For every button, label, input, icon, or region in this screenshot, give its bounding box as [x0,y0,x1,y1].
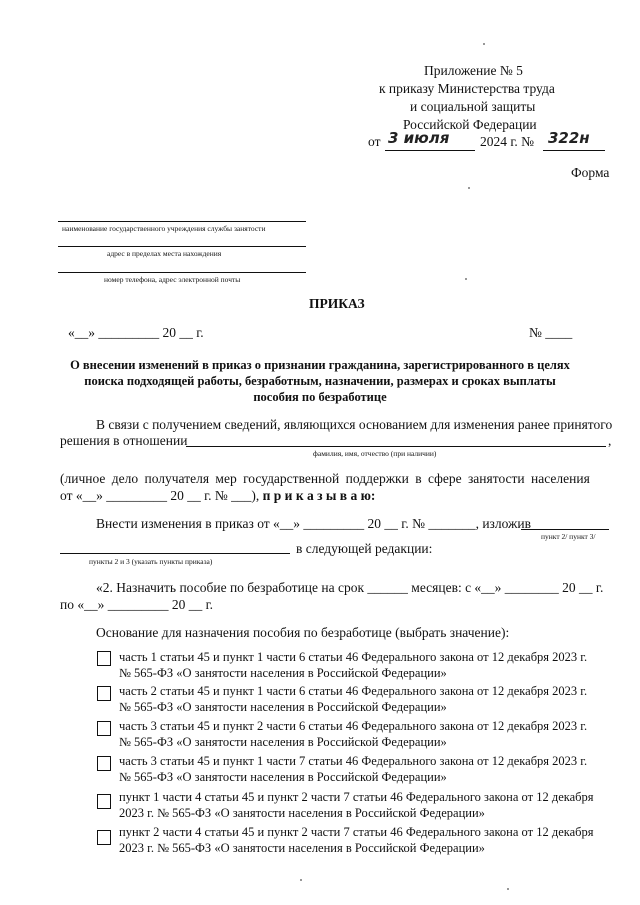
scan-speck [468,187,470,189]
option-4-checkbox[interactable] [97,756,111,771]
option-2-line-1: часть 2 статьи 45 и пункт 1 части 6 статьи 46 Федерального закона от 12 декабря 2023 г. [119,684,588,698]
appendix-line-1: Приложение № 5 [424,63,523,78]
option-5-checkbox[interactable] [97,794,111,809]
order-title: ПРИКАЗ [309,296,365,311]
option-3-line-1: часть 3 статьи 45 и пункт 2 части 6 статьи 46 Федерального закона от 12 декабря 2023 г. [119,719,588,733]
option-1-checkbox[interactable] [97,651,111,666]
points-list-field[interactable] [60,553,290,554]
subject-line-3: пособия по безработице [253,390,387,404]
scan-speck [300,879,302,881]
appendix-number-underline [543,150,605,151]
paragraph-4-line-1: «2. Назначить пособие по безработице на срок ______ месяцев: с «__» ________ 20 __ г. [96,580,604,595]
appendix-line-3: и социальной защиты [410,99,536,114]
option-1-line-1: часть 1 статьи 45 и пункт 1 части 6 статьи 46 Федерального закона от 12 декабря 2023 г. [119,650,588,664]
subject-line-2: поиска подходящей работы, безработным, назначении, размерах и сроках выплаты [84,374,556,388]
appendix-date-prefix: от [368,134,381,149]
address-field[interactable] [58,246,306,247]
appendix-date-underline [385,150,475,151]
scan-speck [507,888,509,890]
option-5-line-1: пункт 1 части 4 статьи 45 и пункт 2 части 7 статьи 46 Федерального закона от 12 декабря [119,790,594,804]
institution-name-caption: наименование государственного учреждения службы занятости [62,224,266,233]
option-3-line-2: № 565-ФЗ «О занятости населения в Российской Федерации» [119,735,447,749]
paragraph-2-text: от «__» _________ 20 __ г. № ___), [60,488,260,503]
contacts-field[interactable] [58,272,306,273]
paragraph-3-line-2: в следующей редакции: [296,541,433,556]
appendix-line-4: Российской Федерации [403,117,537,132]
appendix-number-handwritten: 322н [548,129,590,147]
address-caption: адрес в пределах места нахождения [107,249,222,258]
paragraph-1-comma: , [608,433,612,448]
points-list-caption: пункты 2 и 3 (указать пункты приказа) [89,557,213,566]
option-6-line-2: 2023 г. № 565-ФЗ «О занятости населения в Российской Федерации» [119,841,485,855]
points-caption: пункт 2/ пункт 3/ [541,532,596,541]
option-6-line-1: пункт 2 части 4 статьи 45 и пункт 2 части 7 статьи 46 Федерального закона от 12 декабря [119,825,594,839]
paragraph-4-line-2: по «__» _________ 20 __ г. [60,597,213,612]
option-1-line-2: № 565-ФЗ «О занятости населения в Российской Федерации» [119,666,447,680]
appendix-year-text: 2024 г. № [480,134,535,149]
basis-heading: Основание для назначения пособия по безработице (выбрать значение): [96,625,510,640]
option-2-line-2: № 565-ФЗ «О занятости населения в Российской Федерации» [119,700,447,714]
paragraph-2-line-2 [60,488,375,504]
scan-speck [483,43,485,45]
option-5-line-2: 2023 г. № 565-ФЗ «О занятости населения в Российской Федерации» [119,806,485,820]
scan-speck [465,278,467,280]
paragraph-2-line-1: (личное дело получателя мер государственной поддержки в сфере занятости населения [60,471,590,486]
paragraph-1-line-1: В связи с получением сведений, являющихся основанием для изменения ранее принятого [96,417,613,432]
option-4-line-1: часть 3 статьи 45 и пункт 1 части 7 статьи 46 Федерального закона от 12 декабря 2023 г. [119,754,588,768]
contacts-caption: номер телефона, адрес электронной почты [104,275,241,284]
appendix-date-handwritten: 3 июля [388,129,450,147]
order-date-line: «__» _________ 20 __ г. [68,325,204,340]
option-6-checkbox[interactable] [97,830,111,845]
paragraph-3-line-1: Внести изменения в приказ от «__» _________ 20 __ г. № _______, изложив [96,516,531,531]
option-4-line-2: № 565-ФЗ «О занятости населения в Российской Федерации» [119,770,447,784]
appendix-line-2: к приказу Министерства труда [379,81,555,96]
points-field[interactable] [521,529,609,530]
citizen-name-caption: фамилия, имя, отчество (при наличии) [313,449,437,458]
citizen-name-field[interactable] [186,446,606,447]
subject-line-1: О внесении изменений в приказ о признании гражданина, зарегистрированного в целях [70,358,570,372]
order-verb: п р и к а з ы в а ю: [262,488,376,503]
paragraph-1-line-2: решения в отношении [60,433,188,448]
form-label: Форма [571,165,610,180]
option-3-checkbox[interactable] [97,721,111,736]
order-number-line: № ____ [529,325,573,340]
option-2-checkbox[interactable] [97,686,111,701]
institution-name-field[interactable] [58,221,306,222]
